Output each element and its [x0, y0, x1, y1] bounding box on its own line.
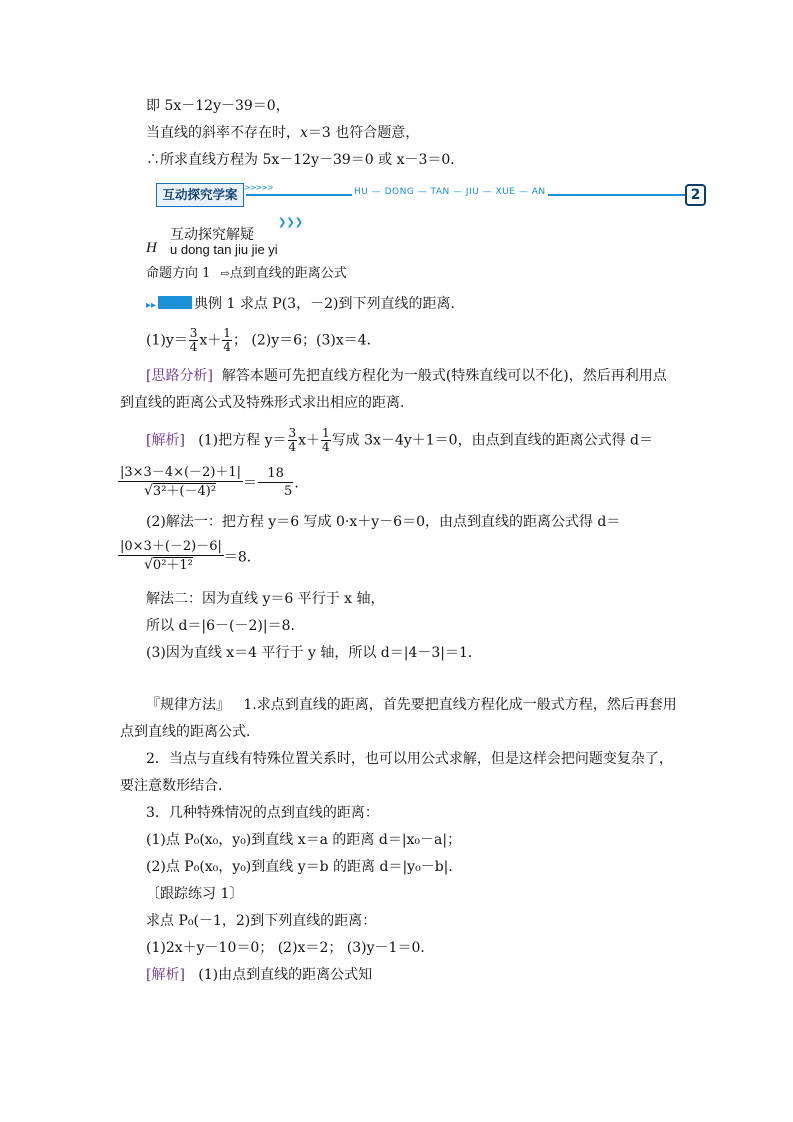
- heading-title: 互动探究解疑: [170, 227, 254, 243]
- text-span: x＋: [298, 432, 321, 449]
- topic-text: 点到直线的距离公式: [229, 266, 347, 281]
- solution-tag: [解析]: [146, 967, 185, 983]
- formula-fraction: [118, 464, 243, 501]
- method-tag: 『规律方法』: [146, 697, 230, 713]
- banner-arrows-icon: >>>>>: [244, 183, 273, 192]
- method-line: 点到直线的距离公式．: [120, 724, 260, 740]
- formula-result: ＝8．: [223, 549, 261, 566]
- practice-solution: [146, 965, 372, 985]
- method-line: 2．当点与直线有特殊位置关系时，也可以用公式求解，但是这样会把问题变复杂了，: [146, 751, 673, 767]
- fraction: [222, 327, 232, 354]
- example-text: 典例 1 求点 P(3，－2)到下列直线的距离．: [194, 296, 465, 312]
- section-banner: [154, 183, 706, 207]
- double-arrow-icon: ▸▸: [146, 300, 157, 311]
- example-parts: [146, 327, 381, 354]
- solution-line: (2)解法一：把方程 y＝6 写成 0·x＋y－6＝0，由点到直线的距离公式得 d＝: [146, 514, 621, 530]
- example-line: [146, 294, 464, 316]
- solution-line: 所以 d＝|6－(－2)|＝8．: [146, 618, 305, 634]
- fraction: [189, 327, 199, 354]
- text-span: 1.求点到直线的距离，首先要把直线方程化成一般式方程，然后再套用: [243, 697, 677, 713]
- text-span: x: [300, 125, 308, 141]
- text-span: ＝3 也符合题意，: [307, 125, 420, 141]
- numerator: 3: [288, 426, 297, 440]
- analysis-tag: [思路分析]: [146, 368, 213, 384]
- text-span: (1)由点到直线的距离公式知: [198, 967, 373, 983]
- text-span: 写成 3x－4y＋1＝0，由点到直线的距离公式得 d＝: [331, 432, 653, 449]
- banner-number: 2: [685, 184, 706, 206]
- denominator: 4: [223, 340, 231, 354]
- radicand: 3²＋(－4)²: [152, 484, 217, 499]
- arrow-right-icon: ⇨: [220, 267, 230, 280]
- practice-question: 求点 P₀(－1，2)到下列直线的距离：: [146, 913, 377, 929]
- fraction: [288, 427, 298, 454]
- solution-line: (3)因为直线 x＝4 平行于 y 轴，所以 d＝|4－3|＝1．: [146, 645, 482, 661]
- fraction: [321, 427, 331, 454]
- numerator: |3×3－4×(－2)＋1|: [120, 465, 242, 480]
- sqrt-icon: √: [144, 557, 153, 573]
- heading-pinyin: u dong tan jiu jie yi: [170, 242, 278, 257]
- method-line: 3．几种特殊情况的点到直线的距离：: [146, 805, 379, 821]
- text-line: [146, 123, 419, 143]
- solution-line: 解法二：因为直线 y＝6 平行于 x 轴，: [146, 591, 385, 607]
- numerator: 1: [322, 426, 330, 440]
- text-span: (1)把方程 y＝: [198, 432, 287, 449]
- text-span: x＋: [199, 332, 222, 349]
- heading-initial: H: [146, 240, 157, 256]
- solution-tag: [解析]: [146, 432, 185, 449]
- denominator: 4: [189, 340, 198, 354]
- sqrt-icon: √: [144, 483, 153, 499]
- denominator: 4: [288, 440, 297, 454]
- text-span: (1)y＝: [146, 332, 188, 349]
- text-line: ∴所求直线方程为 5x－12y－39＝0 或 x－3＝0．: [146, 152, 465, 168]
- denominator: 5: [284, 483, 293, 499]
- distance-formula-1: $\frac{|3\times 3-4\times(-2)+1|}{\text{√3²＋(－4)²}}$ ＝ $\frac{18}{5}$ ．: [120, 465, 309, 499]
- triangle-pattern-icon: ❯❯❯: [278, 217, 304, 228]
- solution-line: [146, 427, 653, 454]
- numerator: 1: [223, 326, 231, 340]
- method-line: (2)点 P₀(x₀，y₀)到直线 y＝b 的距离 d＝|y₀－b|．: [146, 859, 463, 875]
- formula-fraction: [118, 538, 224, 575]
- method-line: (1)点 P₀(x₀，y₀)到直线 x＝a 的距离 d＝|x₀－a|；: [146, 832, 462, 848]
- numerator: 18: [258, 465, 293, 483]
- distance-formula-2: [118, 538, 261, 575]
- text-span: 当直线的斜率不存在时，: [146, 125, 300, 141]
- banner-title: 互动探究学案: [156, 183, 244, 207]
- method-line: 要注意数形结合．: [120, 778, 232, 794]
- banner-pinyin: HU — DONG — TAN — JIU — XUE — AN: [354, 187, 546, 197]
- denominator: [118, 482, 243, 501]
- denominator: 4: [322, 440, 330, 454]
- method-line: [146, 695, 677, 715]
- fraction: [258, 465, 293, 501]
- analysis-line: 到直线的距离公式及特殊形式求出相应的距离．: [120, 395, 414, 411]
- text-span: 解答本题可先把直线方程化为一般式(特殊直线可以不化)，然后再利用点: [221, 368, 667, 384]
- topic-line: [146, 264, 347, 284]
- example-badge: [158, 296, 192, 309]
- numerator: 3: [189, 326, 198, 340]
- numerator: |0×3＋(－2)－6|: [120, 539, 222, 554]
- denominator: [118, 556, 224, 575]
- text-line: 即 5x－12y－39＝0，: [146, 98, 290, 114]
- practice-title: 〔跟踪练习 1〕: [146, 886, 244, 902]
- radicand: 0²＋1²: [152, 558, 193, 573]
- text-span: ； (2)y＝6；(3)x＝4．: [232, 332, 381, 349]
- topic-label: 命题方向 1: [146, 266, 211, 281]
- analysis-line: [146, 366, 667, 386]
- practice-parts: (1)2x＋y－10＝0； (2)x＝2； (3)y－1＝0．: [146, 940, 435, 956]
